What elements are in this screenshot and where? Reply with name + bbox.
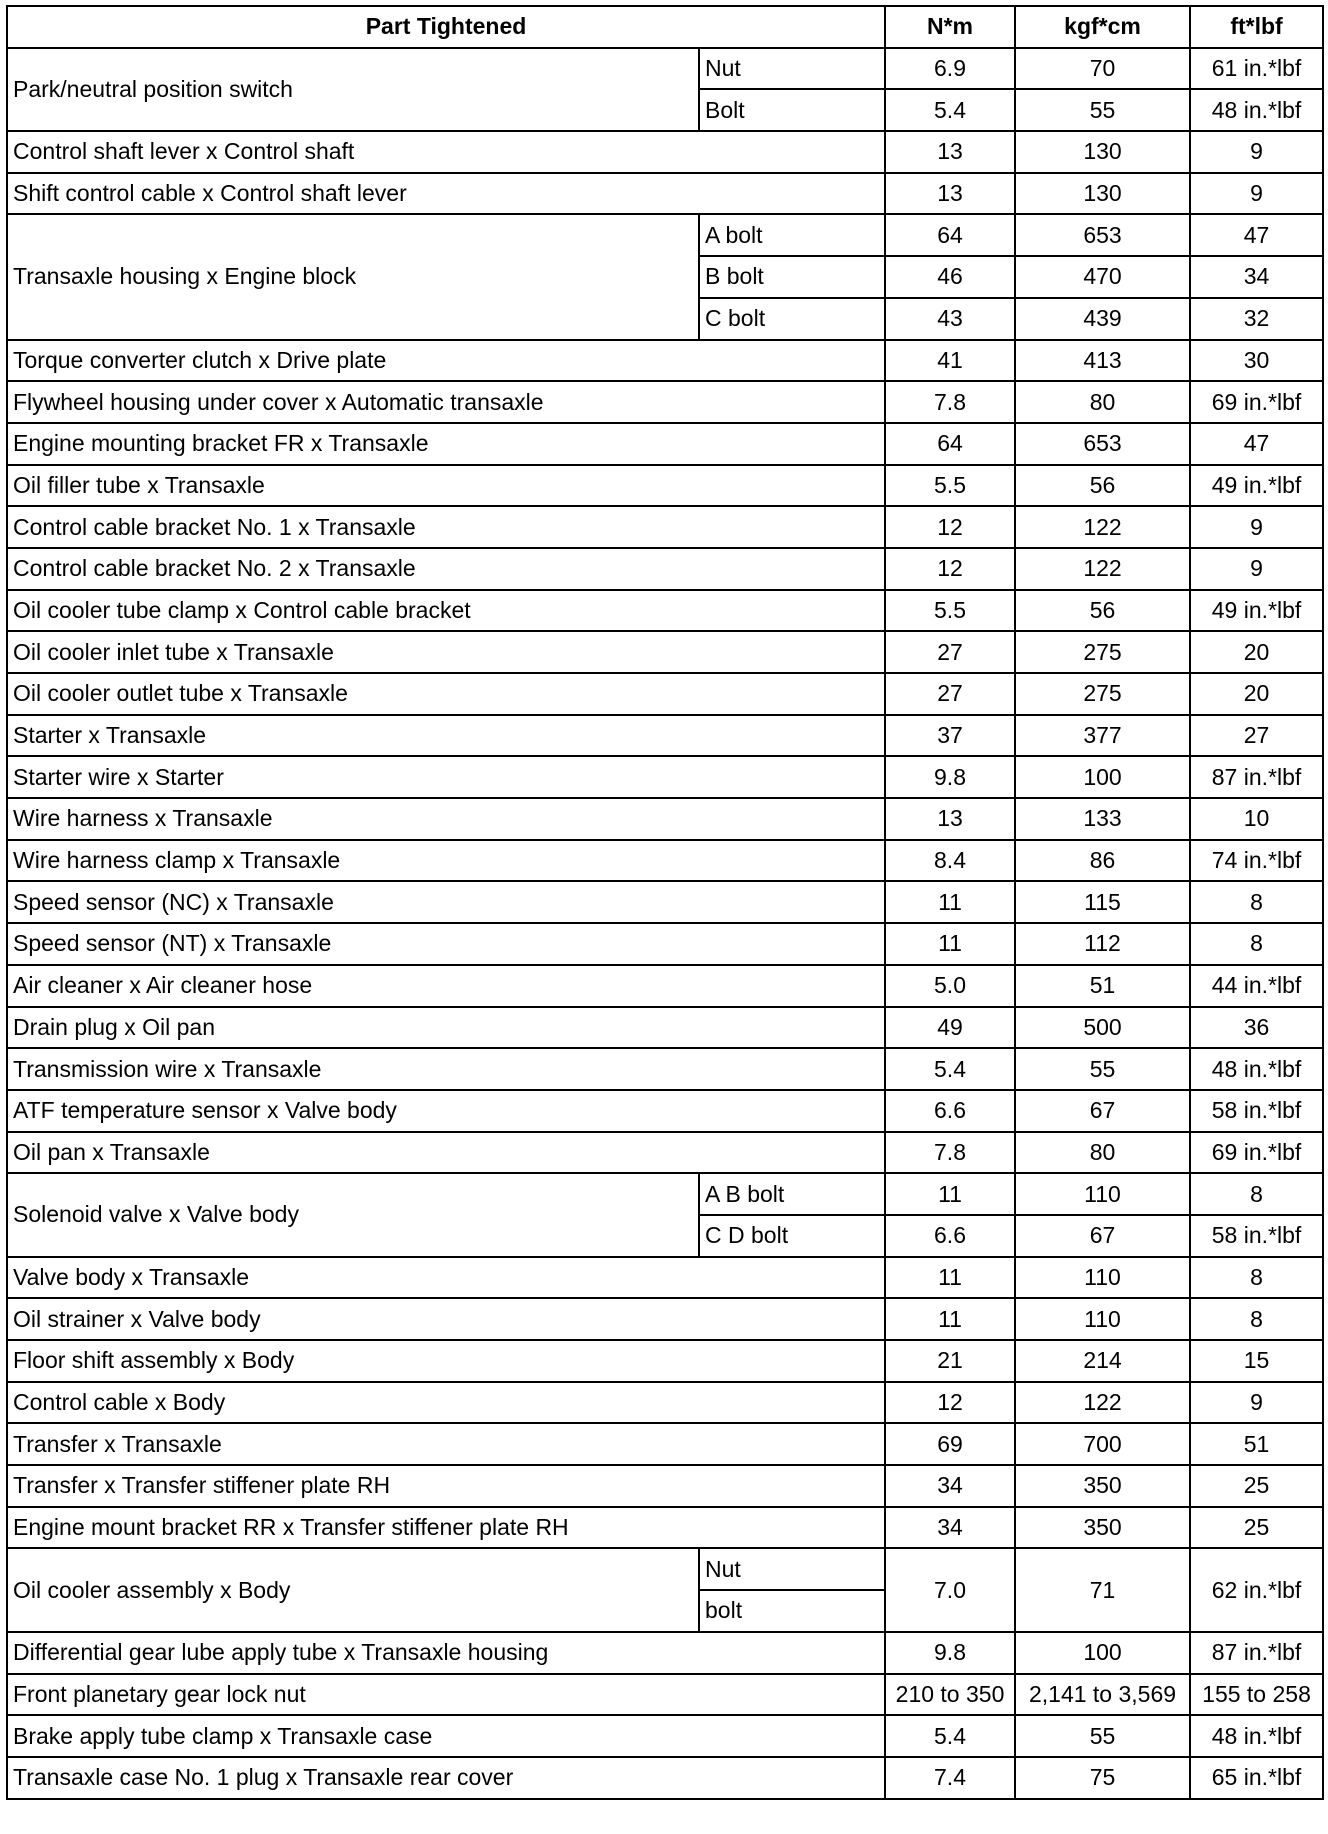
torque-nm-cell: 46: [885, 256, 1015, 298]
torque-nm-cell: 6.9: [885, 48, 1015, 90]
table-row: [7, 1173, 1323, 1215]
torque-kgf-cell: 67: [1015, 1090, 1190, 1132]
part-name-cell: Transfer x Transaxle: [7, 1423, 885, 1465]
torque-nm-cell: 5.5: [885, 590, 1015, 632]
torque-ft-cell: 34: [1190, 256, 1323, 298]
torque-kgf-cell: 350: [1015, 1507, 1190, 1549]
torque-nm-cell: 43: [885, 298, 1015, 340]
table-row: [7, 1423, 1323, 1465]
torque-ft-cell: 8: [1190, 881, 1323, 923]
table-row: [7, 548, 1323, 590]
torque-ft-cell: 15: [1190, 1340, 1323, 1382]
torque-ft-cell: 32: [1190, 298, 1323, 340]
torque-nm-cell: 11: [885, 923, 1015, 965]
torque-ft-cell: 49 in.*lbf: [1190, 590, 1323, 632]
torque-ft-cell: 47: [1190, 423, 1323, 465]
table-row: [7, 506, 1323, 548]
part-name-cell: Torque converter clutch x Drive plate: [7, 340, 885, 382]
torque-nm-cell: 12: [885, 506, 1015, 548]
table-row: [7, 1632, 1323, 1674]
torque-ft-cell: 9: [1190, 131, 1323, 173]
table-row: [7, 1007, 1323, 1049]
torque-ft-cell: 25: [1190, 1465, 1323, 1507]
torque-ft-cell: 27: [1190, 715, 1323, 757]
torque-ft-cell: 48 in.*lbf: [1190, 1715, 1323, 1757]
torque-nm-cell: 34: [885, 1507, 1015, 1549]
torque-kgf-cell: 70: [1015, 48, 1190, 90]
fastener-cell: Bolt: [699, 89, 885, 131]
part-name-cell: Oil pan x Transaxle: [7, 1132, 885, 1174]
torque-nm-cell: 64: [885, 423, 1015, 465]
torque-ft-cell: 49 in.*lbf: [1190, 465, 1323, 507]
part-name-cell: Oil filler tube x Transaxle: [7, 465, 885, 507]
torque-kgf-cell: 80: [1015, 1132, 1190, 1174]
table-row: [7, 1715, 1323, 1757]
torque-kgf-cell: 350: [1015, 1465, 1190, 1507]
part-name-cell: Park/neutral position switch: [7, 48, 699, 131]
table-row: [7, 756, 1323, 798]
torque-kgf-cell: 439: [1015, 298, 1190, 340]
torque-kgf-cell: 377: [1015, 715, 1190, 757]
fastener-cell: bolt: [699, 1590, 885, 1632]
table-row: [7, 1090, 1323, 1132]
fastener-cell: B bolt: [699, 256, 885, 298]
fastener-cell: Nut: [699, 48, 885, 90]
part-name-cell: Oil cooler assembly x Body: [7, 1548, 699, 1631]
table-row: [7, 1382, 1323, 1424]
torque-ft-cell: 69 in.*lbf: [1190, 1132, 1323, 1174]
torque-nm-cell: 12: [885, 1382, 1015, 1424]
part-name-cell: Engine mounting bracket FR x Transaxle: [7, 423, 885, 465]
torque-nm-cell: 27: [885, 673, 1015, 715]
table-row: [7, 381, 1323, 423]
torque-kgf-cell: 700: [1015, 1423, 1190, 1465]
part-name-cell: Differential gear lube apply tube x Transaxle housing: [7, 1632, 885, 1674]
torque-ft-cell: 8: [1190, 923, 1323, 965]
table-row: [7, 465, 1323, 507]
torque-ft-cell: 62 in.*lbf: [1190, 1548, 1323, 1631]
part-name-cell: Control cable bracket No. 2 x Transaxle: [7, 548, 885, 590]
torque-kgf-cell: 133: [1015, 798, 1190, 840]
torque-nm-cell: 11: [885, 881, 1015, 923]
part-name-cell: Speed sensor (NC) x Transaxle: [7, 881, 885, 923]
torque-nm-cell: 64: [885, 214, 1015, 256]
table-row: [7, 1465, 1323, 1507]
torque-nm-cell: 8.4: [885, 840, 1015, 882]
torque-nm-cell: 9.8: [885, 1632, 1015, 1674]
torque-nm-cell: 210 to 350: [885, 1674, 1015, 1716]
torque-kgf-cell: 110: [1015, 1298, 1190, 1340]
torque-ft-cell: 9: [1190, 506, 1323, 548]
torque-kgf-cell: 112: [1015, 923, 1190, 965]
table-row: [7, 1674, 1323, 1716]
torque-kgf-cell: 122: [1015, 548, 1190, 590]
table-row: [7, 1548, 1323, 1590]
torque-nm-cell: 5.4: [885, 1715, 1015, 1757]
torque-nm-cell: 27: [885, 631, 1015, 673]
torque-ft-cell: 61 in.*lbf: [1190, 48, 1323, 90]
part-name-cell: Drain plug x Oil pan: [7, 1007, 885, 1049]
torque-kgf-cell: 51: [1015, 965, 1190, 1007]
table-row: [7, 131, 1323, 173]
torque-nm-cell: 5.5: [885, 465, 1015, 507]
torque-nm-cell: 12: [885, 548, 1015, 590]
torque-kgf-cell: 2,141 to 3,569: [1015, 1674, 1190, 1716]
part-name-cell: Air cleaner x Air cleaner hose: [7, 965, 885, 1007]
fastener-cell: C bolt: [699, 298, 885, 340]
part-name-cell: Solenoid valve x Valve body: [7, 1173, 699, 1256]
part-name-cell: Oil cooler tube clamp x Control cable bracket: [7, 590, 885, 632]
table-row: [7, 840, 1323, 882]
torque-nm-cell: 49: [885, 1007, 1015, 1049]
part-name-cell: Transaxle case No. 1 plug x Transaxle rear cover: [7, 1757, 885, 1799]
table-row: [7, 881, 1323, 923]
torque-kgf-cell: 500: [1015, 1007, 1190, 1049]
torque-ft-cell: 10: [1190, 798, 1323, 840]
torque-nm-cell: 5.0: [885, 965, 1015, 1007]
torque-ft-cell: 47: [1190, 214, 1323, 256]
torque-kgf-cell: 130: [1015, 131, 1190, 173]
torque-kgf-cell: 86: [1015, 840, 1190, 882]
torque-ft-cell: 87 in.*lbf: [1190, 1632, 1323, 1674]
torque-kgf-cell: 56: [1015, 590, 1190, 632]
table-row: [7, 1132, 1323, 1174]
torque-ft-cell: 20: [1190, 631, 1323, 673]
torque-ft-cell: 8: [1190, 1173, 1323, 1215]
torque-ft-cell: 8: [1190, 1298, 1323, 1340]
torque-kgf-cell: 100: [1015, 1632, 1190, 1674]
torque-kgf-cell: 275: [1015, 631, 1190, 673]
torque-ft-cell: 9: [1190, 1382, 1323, 1424]
part-name-cell: Wire harness x Transaxle: [7, 798, 885, 840]
torque-ft-cell: 65 in.*lbf: [1190, 1757, 1323, 1799]
torque-kgf-cell: 122: [1015, 1382, 1190, 1424]
torque-nm-cell: 21: [885, 1340, 1015, 1382]
torque-nm-cell: 37: [885, 715, 1015, 757]
part-name-cell: Brake apply tube clamp x Transaxle case: [7, 1715, 885, 1757]
header-part-tightened: Part Tightened: [7, 6, 885, 48]
torque-kgf-cell: 122: [1015, 506, 1190, 548]
part-name-cell: Speed sensor (NT) x Transaxle: [7, 923, 885, 965]
torque-ft-cell: 9: [1190, 173, 1323, 215]
torque-nm-cell: 41: [885, 340, 1015, 382]
torque-ft-cell: 48 in.*lbf: [1190, 1048, 1323, 1090]
torque-ft-cell: 69 in.*lbf: [1190, 381, 1323, 423]
table-row: [7, 673, 1323, 715]
part-name-cell: Starter x Transaxle: [7, 715, 885, 757]
table-row: [7, 1298, 1323, 1340]
torque-ft-cell: 58 in.*lbf: [1190, 1215, 1323, 1257]
torque-nm-cell: 69: [885, 1423, 1015, 1465]
torque-ft-cell: 9: [1190, 548, 1323, 590]
torque-nm-cell: 7.4: [885, 1757, 1015, 1799]
part-name-cell: Floor shift assembly x Body: [7, 1340, 885, 1382]
part-name-cell: Transmission wire x Transaxle: [7, 1048, 885, 1090]
table-row: [7, 340, 1323, 382]
table-row: [7, 631, 1323, 673]
part-name-cell: Transaxle housing x Engine block: [7, 214, 699, 339]
table-row: [7, 715, 1323, 757]
torque-kgf-cell: 75: [1015, 1757, 1190, 1799]
table-row: [7, 965, 1323, 1007]
part-name-cell: Control cable x Body: [7, 1382, 885, 1424]
torque-ft-cell: 155 to 258: [1190, 1674, 1323, 1716]
part-name-cell: Control cable bracket No. 1 x Transaxle: [7, 506, 885, 548]
table-row: [7, 1257, 1323, 1299]
torque-ft-cell: 20: [1190, 673, 1323, 715]
torque-nm-cell: 11: [885, 1298, 1015, 1340]
torque-spec-table: [6, 5, 1324, 1800]
header-nm: N*m: [885, 6, 1015, 48]
part-name-cell: Starter wire x Starter: [7, 756, 885, 798]
torque-kgf-cell: 100: [1015, 756, 1190, 798]
torque-ft-cell: 48 in.*lbf: [1190, 89, 1323, 131]
torque-ft-cell: 58 in.*lbf: [1190, 1090, 1323, 1132]
torque-nm-cell: 5.4: [885, 1048, 1015, 1090]
part-name-cell: Oil cooler inlet tube x Transaxle: [7, 631, 885, 673]
torque-ft-cell: 36: [1190, 1007, 1323, 1049]
part-name-cell: Front planetary gear lock nut: [7, 1674, 885, 1716]
table-row: [7, 590, 1323, 632]
header-ft-lbf: ft*lbf: [1190, 6, 1323, 48]
torque-nm-cell: 9.8: [885, 756, 1015, 798]
torque-kgf-cell: 470: [1015, 256, 1190, 298]
table-row: [7, 1757, 1323, 1799]
torque-nm-cell: 34: [885, 1465, 1015, 1507]
table-row: [7, 798, 1323, 840]
part-name-cell: Valve body x Transaxle: [7, 1257, 885, 1299]
torque-kgf-cell: 653: [1015, 214, 1190, 256]
torque-nm-cell: 7.8: [885, 1132, 1015, 1174]
torque-nm-cell: 6.6: [885, 1090, 1015, 1132]
table-row: [7, 173, 1323, 215]
fastener-cell: Nut: [699, 1548, 885, 1590]
torque-kgf-cell: 55: [1015, 1715, 1190, 1757]
part-name-cell: Shift control cable x Control shaft lever: [7, 173, 885, 215]
torque-kgf-cell: 67: [1015, 1215, 1190, 1257]
header-kgf-cm: kgf*cm: [1015, 6, 1190, 48]
part-name-cell: Engine mount bracket RR x Transfer stiffener plate RH: [7, 1507, 885, 1549]
table-row: [7, 1507, 1323, 1549]
fastener-cell: A bolt: [699, 214, 885, 256]
torque-kgf-cell: 275: [1015, 673, 1190, 715]
table-header-row: [7, 6, 1323, 48]
fastener-cell: C D bolt: [699, 1215, 885, 1257]
torque-nm-cell: 13: [885, 131, 1015, 173]
torque-nm-cell: 11: [885, 1257, 1015, 1299]
part-name-cell: Flywheel housing under cover x Automatic transaxle: [7, 381, 885, 423]
part-name-cell: ATF temperature sensor x Valve body: [7, 1090, 885, 1132]
part-name-cell: Control shaft lever x Control shaft: [7, 131, 885, 173]
torque-kgf-cell: 55: [1015, 89, 1190, 131]
torque-kgf-cell: 653: [1015, 423, 1190, 465]
torque-kgf-cell: 115: [1015, 881, 1190, 923]
torque-kgf-cell: 80: [1015, 381, 1190, 423]
torque-ft-cell: 87 in.*lbf: [1190, 756, 1323, 798]
table-body: [7, 48, 1323, 1799]
table-row: [7, 214, 1323, 256]
part-name-cell: Oil cooler outlet tube x Transaxle: [7, 673, 885, 715]
part-name-cell: Wire harness clamp x Transaxle: [7, 840, 885, 882]
torque-kgf-cell: 56: [1015, 465, 1190, 507]
torque-kgf-cell: 55: [1015, 1048, 1190, 1090]
table-row: [7, 423, 1323, 465]
table-row: [7, 923, 1323, 965]
torque-nm-cell: 5.4: [885, 89, 1015, 131]
torque-nm-cell: 7.8: [885, 381, 1015, 423]
part-name-cell: Transfer x Transfer stiffener plate RH: [7, 1465, 885, 1507]
torque-ft-cell: 8: [1190, 1257, 1323, 1299]
torque-ft-cell: 74 in.*lbf: [1190, 840, 1323, 882]
torque-nm-cell: 13: [885, 798, 1015, 840]
torque-kgf-cell: 413: [1015, 340, 1190, 382]
torque-ft-cell: 51: [1190, 1423, 1323, 1465]
torque-kgf-cell: 71: [1015, 1548, 1190, 1631]
torque-nm-cell: 7.0: [885, 1548, 1015, 1631]
torque-nm-cell: 11: [885, 1173, 1015, 1215]
torque-ft-cell: 25: [1190, 1507, 1323, 1549]
table-row: [7, 1340, 1323, 1382]
table-row: [7, 1048, 1323, 1090]
torque-kgf-cell: 214: [1015, 1340, 1190, 1382]
torque-nm-cell: 13: [885, 173, 1015, 215]
torque-ft-cell: 30: [1190, 340, 1323, 382]
torque-kgf-cell: 110: [1015, 1173, 1190, 1215]
torque-ft-cell: 44 in.*lbf: [1190, 965, 1323, 1007]
table-row: [7, 48, 1323, 90]
part-name-cell: Oil strainer x Valve body: [7, 1298, 885, 1340]
fastener-cell: A B bolt: [699, 1173, 885, 1215]
torque-kgf-cell: 130: [1015, 173, 1190, 215]
torque-kgf-cell: 110: [1015, 1257, 1190, 1299]
torque-nm-cell: 6.6: [885, 1215, 1015, 1257]
